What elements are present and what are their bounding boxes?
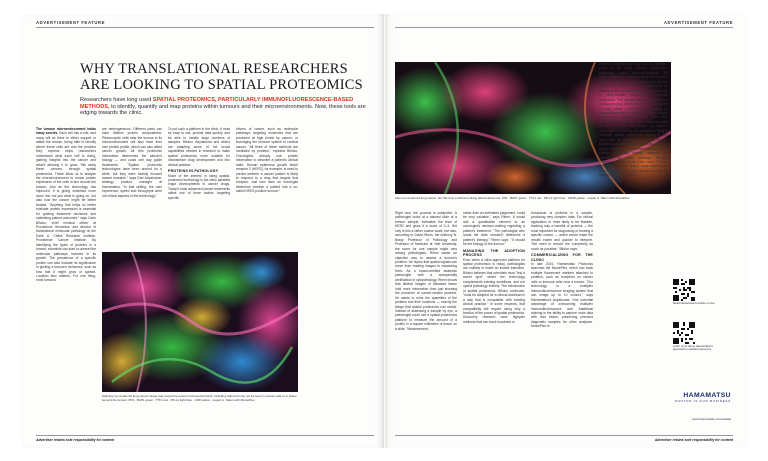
- body-column-5: [395, 211, 457, 411]
- bottom-rule-right: [395, 435, 733, 436]
- body-column-3: [168, 127, 230, 247]
- disclaimer-left: Advertiser retains sole responsibility for content: [36, 438, 115, 442]
- body-column-8: [599, 62, 667, 280]
- column-8-text: currently research-use only, but its qualities prime it for wider clinical application, particularly around immuno-oncology, "In these treatments, understanding the immune system is critical, and our instrument will be focused on that," he says. Hamamatsu is making progress towards its goal of producing a clinic-capable platform for spatial proteomics. The ultimate aim is a product that is plug-and-play, which will make it accessible to more users — even without training in immunofluorescence imaging. "We're aiming to reach that," Ariyakumar says. "Even now, we can make a platform that is relatively easy to use, but we can always do better." Hamamatsu is working with partners to bring a complete spatial proteomics solution to the clinic, both the platform and reagent kits for specific applications, such as certain kinds of cancer. Realizing the beneficial applications of spatial proteomics, though, depends on following the best pathway through understanding the needs of the users. "It's not a race to get there faster," says Ariyakumar. "It's the race to do it right, and it's the race to actually make an impact.": [599, 62, 667, 178]
- qr-code-learn-more[interactable]: [673, 322, 695, 344]
- top-rule-right: [395, 27, 733, 28]
- body-column-7: [531, 211, 593, 411]
- column-3-text-2: Much of the interest in using spatial-proteomic technology in the clinic parallels major developments in cancer drugs. Today's most advanced cancer treatments utilise one of three tactics: targeting specific: [168, 173, 230, 200]
- column-1-lead: The tumour microenvironment holds many secrets.: [36, 127, 96, 136]
- caption-text-left: Staining non-small cell lung cancer tissue may reveal the tumour microenvironment, including cells that may not be seen in cancer cells or in tissue beyond the tumour. PhS · BAP1 green · TTF1 red · PD-L1 light blue · CD8 yellow · napsin A. Taken with MoxiePlex.: [102, 394, 297, 402]
- top-rule-left: [36, 27, 374, 28]
- disclaimer-right: Advertiser retains sole responsibility for content: [654, 438, 733, 442]
- fluorescence-micrograph-left: [102, 252, 298, 392]
- qr-code-icon: [673, 322, 695, 344]
- qr-code-icon: [673, 279, 695, 301]
- body-column-2: [102, 127, 162, 247]
- article-standfirst: [80, 97, 370, 117]
- bottom-rule-left: [36, 435, 374, 436]
- qr-code-article[interactable]: [673, 279, 695, 301]
- brand-tagline: PHOTON IS OUR BUSINESS: [674, 399, 731, 403]
- brand-name: HAMAMATSU: [683, 392, 731, 399]
- right-page: [385, 14, 747, 448]
- standfirst-highlight: SPATIAL PROTEOMICS, PARTICULARLY IMMUNOFLUORESCENCE-BASED METHODS,: [80, 97, 354, 110]
- left-page: [22, 14, 384, 448]
- column-6-text-2: Even when a clinic-approved platform for spatial proteomics is ready, pathologists are unlikely to make an instant transition. Bifulco believes that scientists must "find a sweet spot" where the technology complements existing workflows, and not upend pathology entirely. The introduction of spatial proteomics, Bifulco continues, "must be adopted for a clinical workload in a way that is compatible with existing clinical practice." In some respects, that compatibility will require using only a fraction of the power of spatial proteomics. Discovery research uses highplex methods that can track hundreds or: [463, 257, 525, 324]
- body-column-6: [463, 211, 525, 411]
- subhead-managing-adoption: MANAGING THE ADOPTION PROCESS: [463, 248, 525, 258]
- standfirst-part-b: to identify, quantify and map proteins within tumours and their microenvironments. Now, these tools are edging towards the clinic.: [80, 103, 366, 117]
- column-4-text: drivers of cancer, such as molecular pathways; targeting molecules that are produced at high levels by cancer; or leveraging the immune system to combat cancer. "All three of these methods are mediated by proteins," explains Bifulco. Oncologists already use protein information to describe a patient's clinical state. Human epidermal growth factor receptor 2 (HER2), for example, is used to predict whether a cancer patient is likely to respond to a drug that targets that receptor. Just how does an oncologist determine whether a patient has a so-called HER2-positive tumour?: [236, 127, 298, 194]
- column-6-text: rather than an estimated judgement, could be very valuable," says Rimm. It would add a quantitative element to an oncologist's decision-making regarding a patient's treatment. "The pathologist who reads the slide shouldn't determine a patient's therapy," Rimm says. "It should be the biology of the tumour.": [463, 211, 525, 247]
- hamamatsu-logo: [675, 392, 731, 403]
- caption-text-right: Also non-small cell lung cancer, but this time a distinct looking adenocarcinoma. PhS · BAP1 green · TTF1 red · PD-L1 light blue · CD68 yellow · napsin A. Taken with MoxiePlex.: [395, 196, 631, 200]
- column-7-text-2: In late 2024, Hamamatsu Photonics launched the MoxiePlex, which can track multiple fluorescent markers attached to proteins, such as receptors on cancer cells or immune cells near a tumour. "Our technology is a multiplex immunofluorescence imaging system that can image up to 10 colours," says Hamamatsu's Ariyakumar. One potential advantage of overcoming multiplex immunofluorescence over traditional staining is the ability to capture more data with less tissue, preserving precious diagnostic samples for other analyses. MoxiePlex is: [531, 261, 593, 329]
- subhead-commercializing: COMMERCIALIZING FOR THE CLINIC: [531, 253, 593, 262]
- subhead-proteins-in-pathology: PROTEINS IN PATHOLOGY: [168, 169, 219, 174]
- brand-website[interactable]: www.hamamatsu.com/spatial: [692, 417, 731, 421]
- image-caption-left: [102, 395, 298, 403]
- column-3-text: To put such a platform in the clinic, it must be easy to use, provide data quickly, and be able to handle large numbers of samples. Bifulco, Ariyakumar and others are adapting some of the broad capabilities needed in research to make spatial proteomics more suitable for downstream drug development and into clinical practice.: [168, 127, 230, 167]
- qr-label-learn-more: Learn more about Hamamatsu's approach to spatial proteomics: [673, 344, 713, 352]
- column-2-text: are heterogeneous. Different parts can have distinct protein compositions. Pleiomorphic cells near the tumour in its microenvironment will also have their own protein profile, which can also affect cancer growth. All this proteomic information determines the cancer's biology — and could one day guide treatments. "Spatial proteomic technologies have been around for a while, but they were heavily focused toward research," says Dan Ariyakumar, strategy product manager at Hamamatsu. "In that setting, the user experience, speed and throughput were not critical aspects of the technology.": [102, 127, 162, 198]
- feature-label-right: ADVERTISEMENT FEATURE: [663, 20, 733, 25]
- column-7-text: thousands of proteins in a sample, producing very complex data. For clinical application to more likely to be feasible, tracking only a handful of proteins — the most important for diagnosing or treating a specific cancer — which would make the results easier and quicker to interpret. "We need to reduce the complexity as much as possible," Bifulco says.: [531, 211, 593, 251]
- standfirst-part-a: Researchers have long used: [80, 97, 153, 103]
- article-headline: WHY TRANSLATIONAL RESEARCHERS ARE LOOKING TO SPATIAL PROTEOMICS: [80, 61, 363, 93]
- tissue-image-left: [102, 252, 298, 392]
- body-column-4: [236, 127, 298, 247]
- qr-label-article: Read Hamamatsu's article on line: [673, 301, 715, 305]
- feature-label-left: ADVERTISEMENT FEATURE: [36, 20, 106, 25]
- column-1-text: Each cell has a role, and many will be there to either support or attack the tumour, being able to identify where these cells are and the proteins they express helps researchers understand what each cell is doing, gaining insights into the cancer and what's allowing it to grow. "We study these cancers through spatial proteomics. These allow us to analyse the microenvironment to reveal protein expression of the cells in and around the tumour. And as the technology has improved, it is giving scientists more clues into not just what is going on, but also how the cancer might be better treated. "Anything that helps us better evaluate protein expression is essential for guiding treatment decisions and optimising patient outcomes," says Carlo Bifulco, chief medical officer at Providence Genomics, and director of translational molecular pathology at the Earle A. Chiles Research Institute, Providence Cancer Institute. By identifying the types of proteins in a tumour, scientists can start to unravel the molecular pathways involved in its growth. The prevalence of a specific protein can also indicate its significance in guiding a tumour's behaviour, such as how fast it might grow or spread. Location also matters. For one thing, most tumours: [36, 131, 96, 283]
- body-column-1: [36, 127, 96, 397]
- magazine-spread: [22, 14, 747, 448]
- column-5-text: Right now, the process is subjective. A pathologist looks at a stained slide of a tumour sample, estimates the level of HER2 and gives it a score of 0–3. Not only is this a rather coarse scale, but also, according to David Rimm, the Anthony N. Brady Professor of Pathology and Professor of Medicine at Yale University, the score for one sample might vary among pathologists. Rimm wants an objective way to assess a tumour's proteins. He hopes that spatial signals can move from reading images to measuring them. As a board-certified anatomic pathologist with a subspecialty certification in cytopathology, Rimm knows that distinct images of diseased tissue hold more information than just showing the presence of cancer-related proteins. He wants to mine the quantities of the proteins and their locations — exactly the things that spatial proteomics can reveal. Instead of assessing a sample by eye, a pathologist could use a spatial-proteomics platform to measure the amount of a protein in a square millimetre of tissue on a slide. "Measurement,: [395, 211, 457, 331]
